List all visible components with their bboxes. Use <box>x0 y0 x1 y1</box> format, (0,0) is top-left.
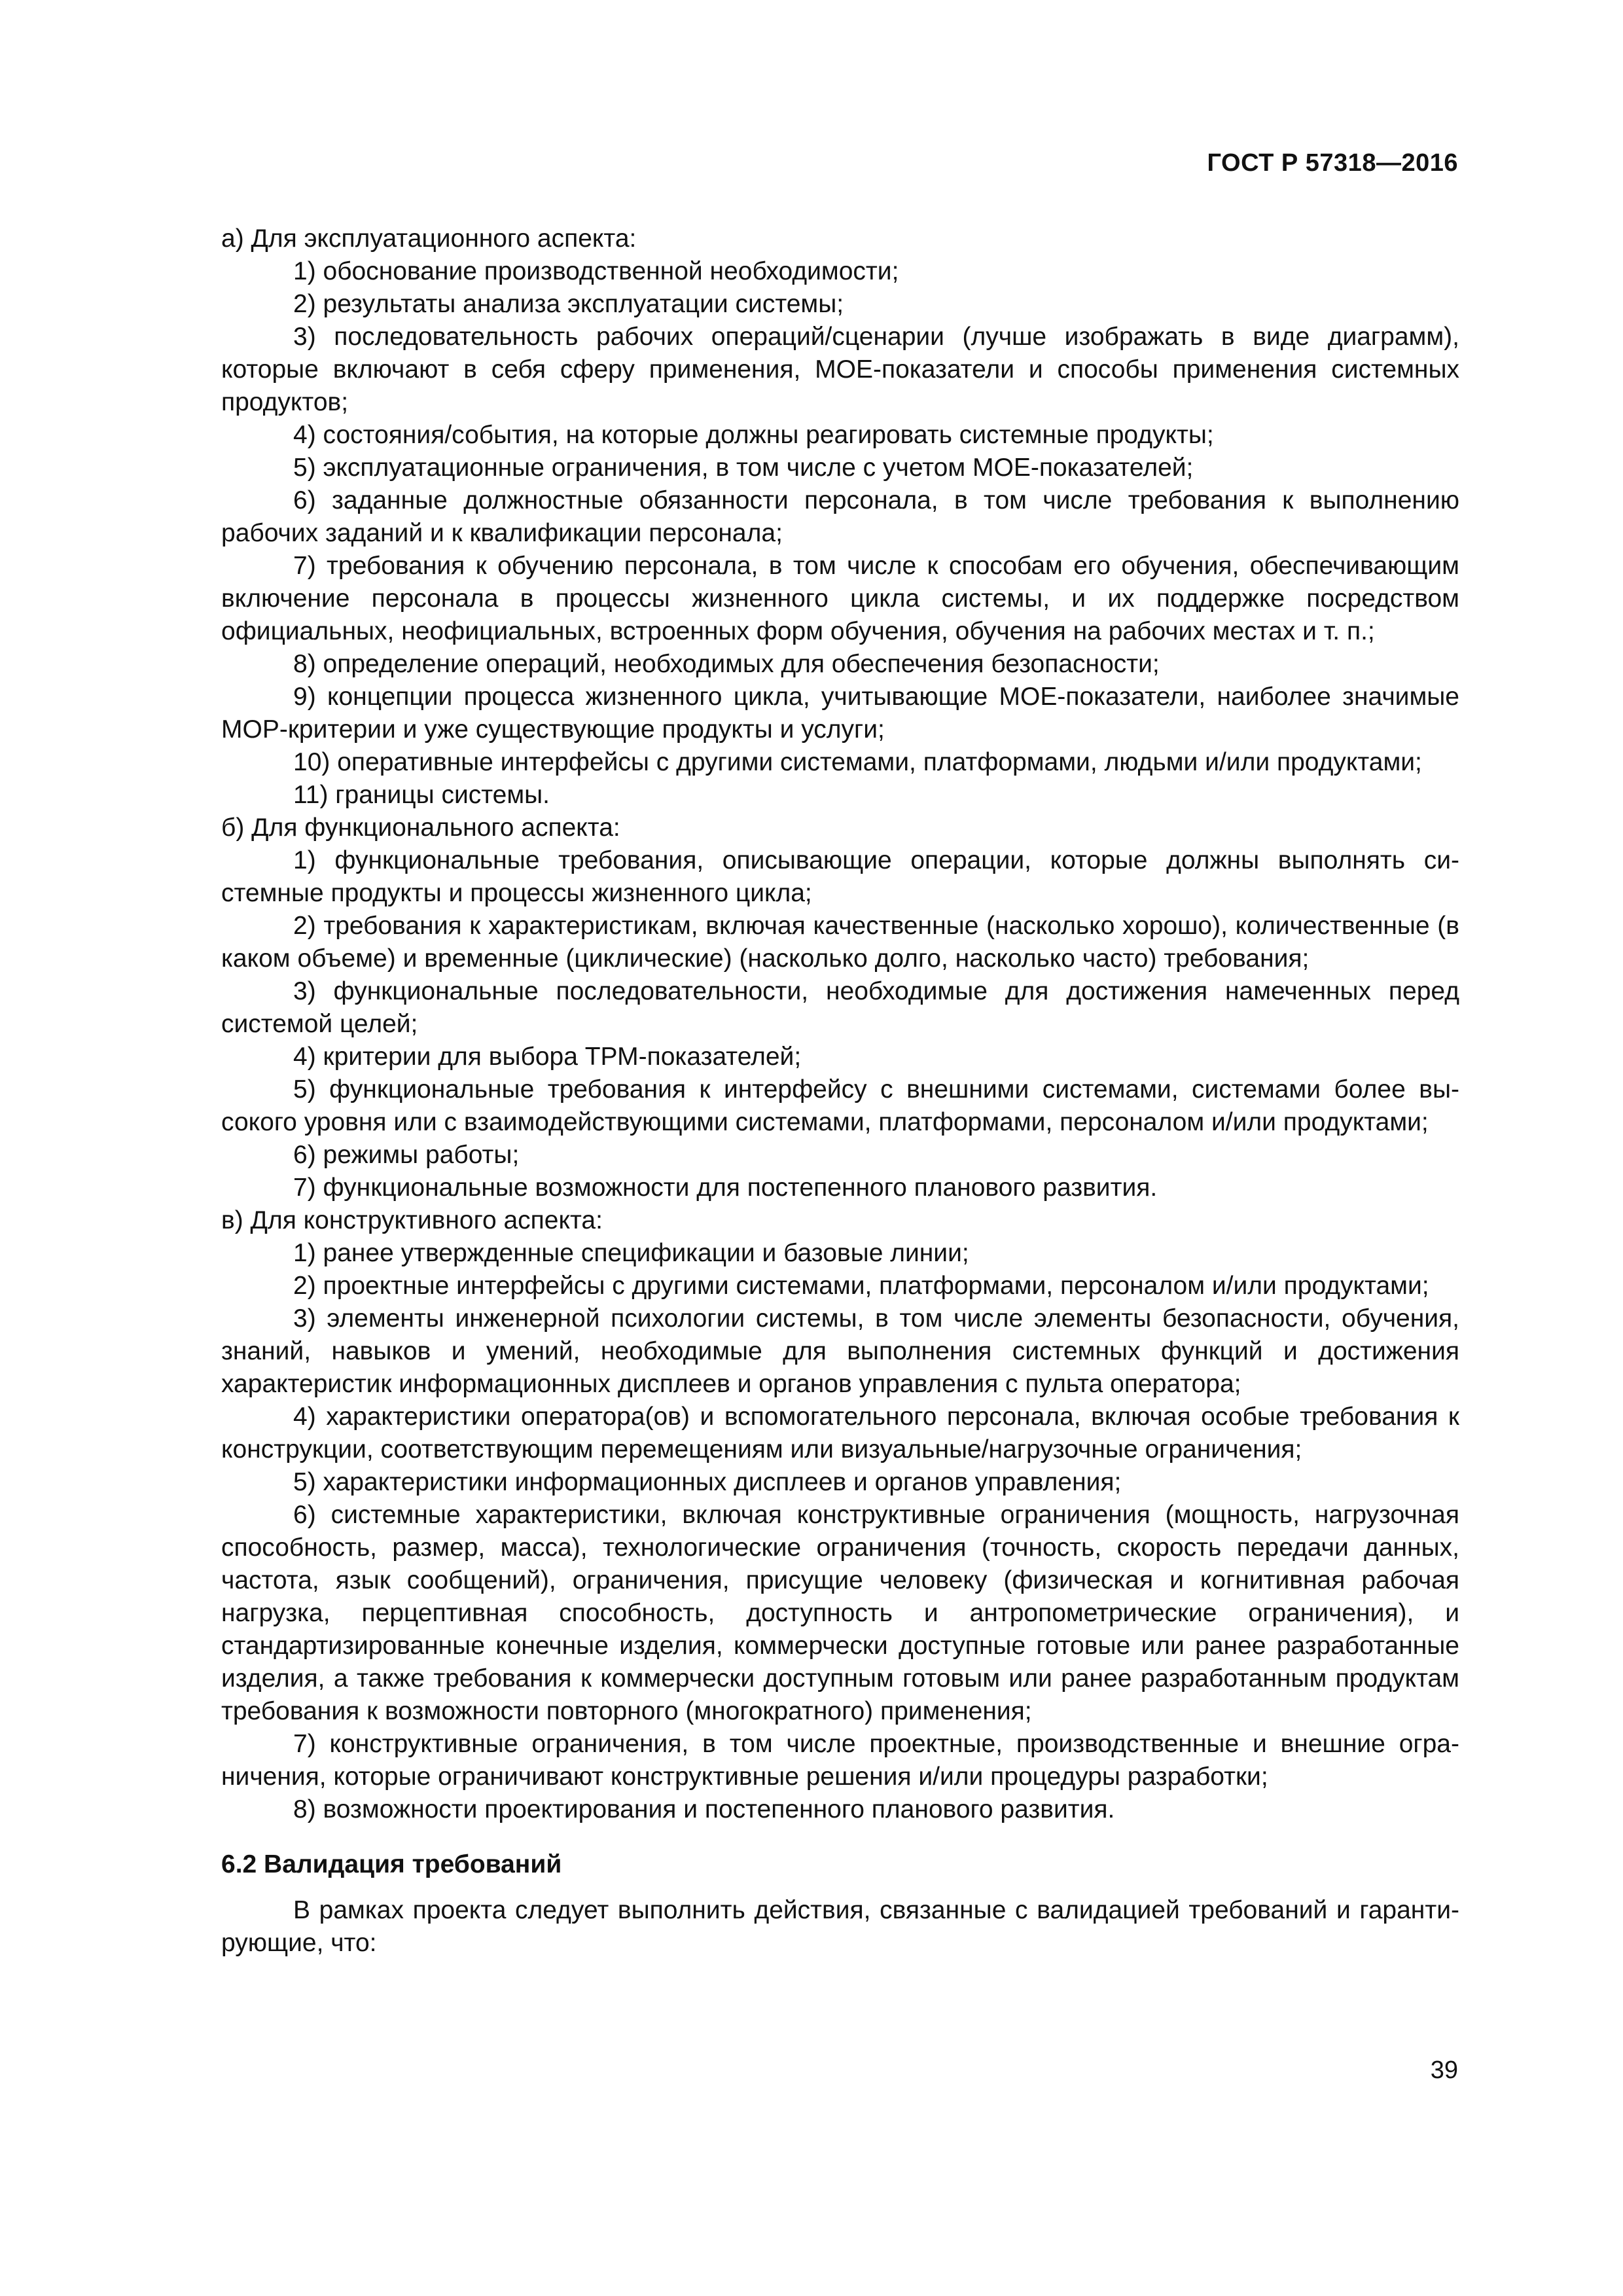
list-item: 3) элементы инженерной психологии системы, в том числе элементы безопасности, обучения, знаний, навыков и умений, необходимые для выполнения системных функций и достижения характеристик информационных дисплеев и органов управления с пульта оператора; <box>221 1304 1459 1398</box>
list-item: 4) характеристики оператора(ов) и вспомогательного персонала, включая особые требования к конструкции, соответствующим перемещениям или визуальные/нагрузочные ограничения; <box>221 1403 1459 1463</box>
list-item: 5) характеристики информационных дисплеев и органов управления; <box>293 1468 1122 1496</box>
list-item: 5) функциональные требования к интерфейсу с внешними системами, системами более высокого уровня или с взаимодействующими системами, платформами, персоналом и/или продуктами; <box>221 1075 1459 1136</box>
section-title: а) Для эксплуатационного аспекта: <box>221 224 637 253</box>
list-item: 11) границы системы. <box>293 781 550 809</box>
list-item: 1) функциональные требования, описывающие операции, которые должны выполнять системные продукты и процессы жизненного цикла; <box>221 846 1459 907</box>
list-item: 7) функциональные возможности для постепенного планового развития. <box>293 1174 1158 1202</box>
list-item: 2) результаты анализа эксплуатации системы; <box>293 290 844 318</box>
list-item: 9) концепции процесса жизненного цикла, учитывающие МОЕ-показатели, наиболее значимые МОР-критерии и уже существующие продукты и услуги; <box>221 683 1459 744</box>
document-code: ГОСТ Р 57318—2016 <box>1207 149 1458 177</box>
list-item: 1) обоснование производственной необходимости; <box>293 257 899 285</box>
list-item: 3) последовательность рабочих операций/сценарии (лучше изображать в виде диаграмм), которые включают в себя сферу применения, МОЕ-показатели и способы применения системных продуктов; <box>221 323 1459 416</box>
section-title: в) Для конструктивного аспекта: <box>221 1206 603 1234</box>
section-design <box>221 1204 1459 1826</box>
list-item: 6) заданные должностные обязанности персонала, в том числе требования к выполнению рабочих заданий и к квалификации персонала; <box>221 486 1459 547</box>
list-item: 7) конструктивные ограничения, в том числе проектные, производственные и внешние ограничения, которые ограничивают конструктивные решения и/или процедуры разработки; <box>221 1730 1459 1791</box>
list-item: 10) оперативные интерфейсы с другими системами, платформами, людьми и/или продуктами; <box>293 748 1422 776</box>
list-item: 3) функциональные последовательности, необходимые для достижения намеченных перед системой целей; <box>221 977 1459 1038</box>
list-item: 1) ранее утвержденные спецификации и базовые линии; <box>293 1239 969 1267</box>
list-item: 2) требования к характеристикам, включая качественные (насколько хорошо), количественные (в каком объеме) и временные (циклические) (насколько долго, насколько часто) требования; <box>221 912 1459 973</box>
list-item: 5) эксплуатационные ограничения, в том числе с учетом МОЕ-показателей; <box>293 454 1194 482</box>
list-item: 6) системные характеристики, включая конструктивные ограничения (мощность, нагрузочная способность, размер, масса), технологические ограничения (точность, скорость передачи данных, частота, язык сообщений), ограничения, присущие человеку (физическая и когнитивная рабочая нагрузка, перцептивная способность, доступность и антропометрические ограничения), и стандартизированные конечные изделия, коммерчески доступные готовые или ранее разработанные изделия, а также требования к коммерчески доступным готовым или ранее разработанным продуктам требования к возможности повторного (многократного) применения; <box>221 1501 1459 1725</box>
section-operational <box>221 223 1459 812</box>
section-functional <box>221 812 1459 1204</box>
page-number: 39 <box>1430 2056 1458 2084</box>
list-item: 8) возможности проектирования и постепенного планового развития. <box>293 1795 1115 1823</box>
list-item: 4) критерии для выбора ТРМ-показателей; <box>293 1043 802 1071</box>
list-item: 7) требования к обучению персонала, в том числе к способам его обучения, обеспечивающим включение персонала в процессы жизненного цикла системы, и их поддержке посредством официальных, неофициальных, встроенных форм обучения, обучения на рабочих местах и т. п.; <box>221 552 1459 645</box>
document-body <box>221 223 1459 1960</box>
list-item: 4) состояния/события, на которые должны реагировать системные продукты; <box>293 421 1214 449</box>
body-paragraph: В рамках проекта следует выполнить действия, связанные с валидацией требований и гарантирующие, что: <box>221 1896 1459 1957</box>
list-item: 6) режимы работы; <box>293 1141 520 1169</box>
subsection-heading: 6.2 Валидация требований <box>221 1850 562 1878</box>
list-item: 8) определение операций, необходимых для обеспечения безопасности; <box>293 650 1160 678</box>
section-title: б) Для функционального аспекта: <box>221 814 620 842</box>
list-item: 2) проектные интерфейсы с другими системами, платформами, персоналом и/или продуктами; <box>293 1272 1429 1300</box>
